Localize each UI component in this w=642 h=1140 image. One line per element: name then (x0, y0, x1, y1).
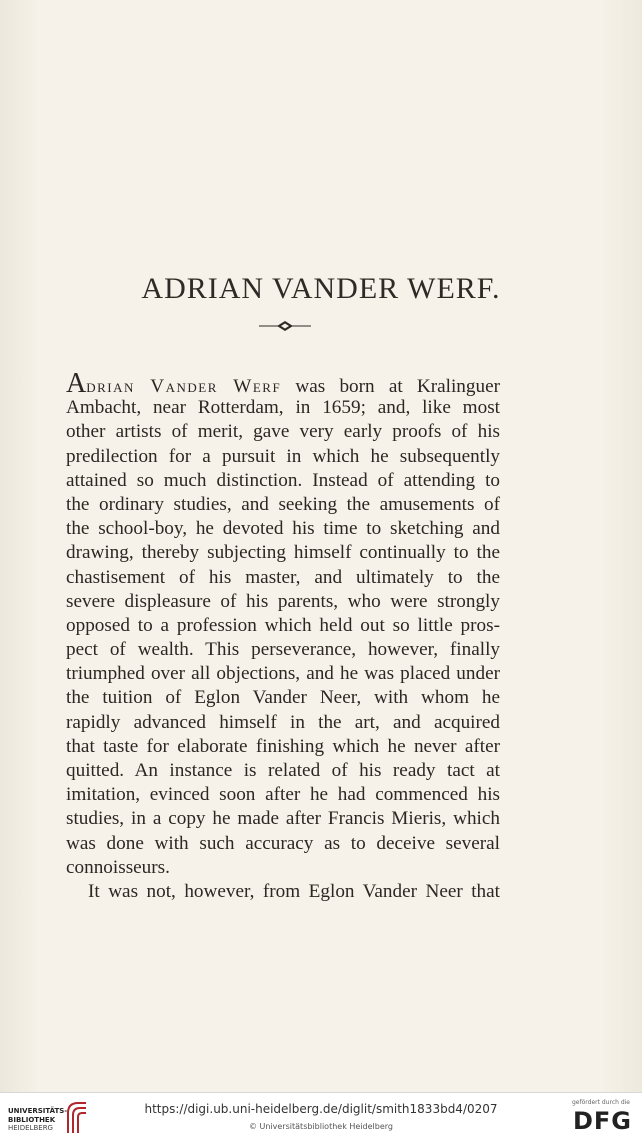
text-line: severe displeasure of his parents, who were strongly (66, 590, 500, 612)
text-line: chastisement of his master, and ultimately to the (66, 566, 500, 588)
text-line: opposed to a profession which held out so little pros- (66, 614, 500, 636)
text-line: connoisseurs. (66, 856, 170, 878)
text-line: predilection for a pursuit in which he subsequently (66, 445, 500, 467)
text-line: triumphed over all objections, and he was placed under (66, 663, 500, 685)
library-line-2: BIBLIOTHEK (8, 1115, 56, 1124)
text-segment: was born at Kralinguer (281, 376, 500, 397)
text-line: imitation, evinced soon after he had commenced his (66, 784, 500, 806)
text-line (66, 368, 500, 399)
text-line: was done with such accuracy as to deceive several (66, 832, 500, 854)
text-line: that taste for elaborate finishing which he never after (66, 735, 500, 757)
viewer-footer (0, 1092, 642, 1140)
text-line: Ambacht, near Rotterdam, in 1659; and, like most (66, 397, 500, 419)
library-line-1: UNIVERSITÄTS- (8, 1107, 68, 1115)
author-name-smallcaps: drian Vander Werf (86, 376, 282, 397)
copyright-notice: © Universitätsbibliothek Heidelberg (248, 1122, 393, 1131)
text-line: studies, in a copy he made after Francis Mieris, which (66, 808, 500, 830)
drop-cap: A (66, 368, 87, 399)
funder-label: gefördert durch die (572, 1099, 630, 1106)
text-line: the ordinary studies, and seeking the amusements of (66, 493, 500, 515)
text-line: pect of wealth. This perseverance, however, finally (66, 639, 500, 661)
text-line: attained so much distinction. Instead of attending to (66, 469, 500, 491)
body-text (66, 368, 500, 904)
diamond-rule-ornament-icon (259, 318, 311, 334)
text-line: other artists of merit, gave very early proofs of his (66, 421, 500, 443)
text-line: the school-boy, he devoted his time to sketching and (66, 518, 500, 540)
text-line: It was not, however, from Eglon Vander Neer that (88, 880, 500, 902)
library-line-3: HEIDELBERG (8, 1124, 53, 1132)
dfg-logo[interactable]: DFG (572, 1107, 632, 1135)
text-line: quitted. An instance is related of his ready tact at (66, 760, 500, 781)
text-line: rapidly advanced himself in the art, and acquired (66, 711, 500, 733)
text-line: drawing, thereby subjecting himself continually to the (66, 542, 500, 564)
text-line: the tuition of Eglon Vander Neer, with whom he (66, 687, 500, 709)
chapter-title: ADRIAN VANDER WERF. (141, 272, 501, 306)
permalink-url[interactable]: https://digi.ub.uni-heidelberg.de/diglit/smith1833bd4/0207 (144, 1102, 498, 1116)
